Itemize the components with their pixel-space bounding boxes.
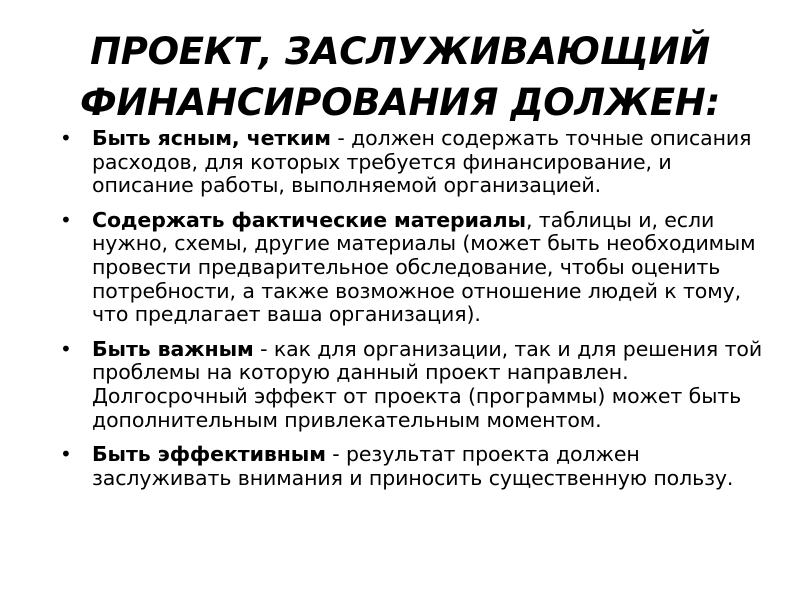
bullet-item-materials [58, 209, 770, 327]
bullet-dot-icon: • [60, 336, 72, 361]
bullet-dot-icon: • [60, 442, 72, 467]
slide-title [0, 26, 800, 128]
bullet-text: - результат проекта должен заслуживать внимания и приносить существенную пользу. [92, 442, 734, 490]
bullet-text: , таблицы и, если нужно, схемы, другие материалы (может быть необходимым провести предварительное обследование, чтобы оценить потребности, а также возможное отношение людей к тому, что предлагает ваша организация). [92, 207, 756, 327]
bullet-text: - должен содержать точные описания расходов, для которых требуется финансирование, и описание работы, выполняемой организацией. [92, 126, 752, 198]
bullet-item-important [58, 338, 770, 432]
bullet-dot-icon: • [60, 126, 72, 150]
slide-title-line-2: ФИНАНСИРОВАНИЯ ДОЛЖЕН: [80, 81, 720, 124]
bullet-heading: Содержать фактические материалы [92, 207, 526, 232]
bullet-heading: Быть ясным, четким [92, 126, 331, 150]
bullet-heading: Быть эффективным [92, 442, 326, 467]
bullet-heading: Быть важным [92, 336, 254, 361]
bullet-item-clear [58, 127, 770, 198]
bullet-list [58, 127, 770, 501]
bullet-item-effective [58, 443, 770, 490]
bullet-dot-icon: • [60, 207, 72, 232]
slide-title-line-1: ПРОЕКТ, ЗАСЛУЖИВАЮЩИЙ [90, 30, 710, 73]
bullet-text: - как для организации, так и для решения той проблемы на которую данный проект направлен. Долгосрочный эффект от проекта (программы) может быть дополнительным привлекательным моментом. [92, 336, 763, 432]
